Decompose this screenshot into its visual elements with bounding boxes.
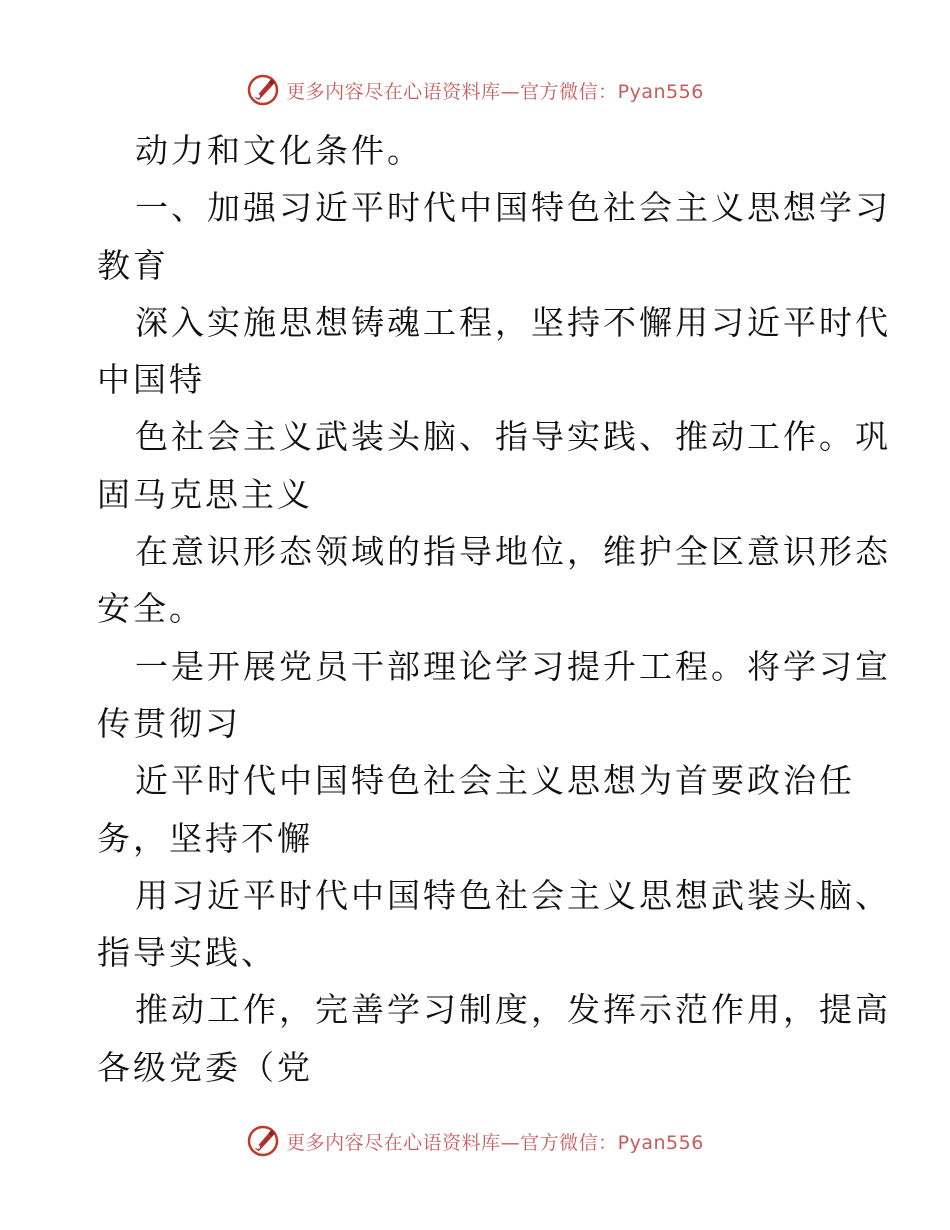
section-heading: 一、加强习近平时代中国特色社会主义思想学习 [135, 188, 891, 228]
text-line: 中国特 [97, 360, 205, 400]
text-line: 安全。 [97, 589, 205, 629]
text-line: 色社会主义武装头脑、指导实践、推动工作。巩 [135, 417, 891, 457]
text-line: 用习近平时代中国特色社会主义思想武装头脑、 [135, 875, 891, 915]
section-heading-continued: 教育 [97, 245, 169, 285]
text-line: 在意识形态领域的指导地位，维护全区意识形态 [135, 532, 891, 572]
text-line: 各级党委（党 [97, 1047, 313, 1087]
text-line: 一是开展党员干部理论学习提升工程。将学习宣 [135, 646, 891, 686]
banner-text: 更多内容尽在心语资料库—官方微信：Pyan556 [286, 1131, 704, 1154]
text-line: 传贯彻习 [97, 703, 241, 743]
text-line: 动力和文化条件。 [135, 131, 423, 170]
pen-nib-logo-icon [246, 1124, 280, 1158]
text-line: 指导实践、 [97, 933, 277, 973]
text-line: 务，坚持不懈 [97, 818, 313, 858]
text-line: 深入实施思想铸魂工程，坚持不懈用习近平时代 [135, 302, 891, 342]
footer-banner [0, 1121, 950, 1161]
text-line: 推动工作，完善学习制度，发挥示范作用，提高 [135, 990, 891, 1030]
header-banner [0, 70, 950, 110]
text-line: 近平时代中国特色社会主义思想为首要政治任 [135, 761, 855, 801]
text-line: 固马克思主义 [97, 474, 313, 514]
document-body [97, 122, 891, 1096]
banner-text: 更多内容尽在心语资料库—官方微信：Pyan556 [286, 80, 704, 103]
pen-nib-logo-icon [246, 73, 280, 107]
